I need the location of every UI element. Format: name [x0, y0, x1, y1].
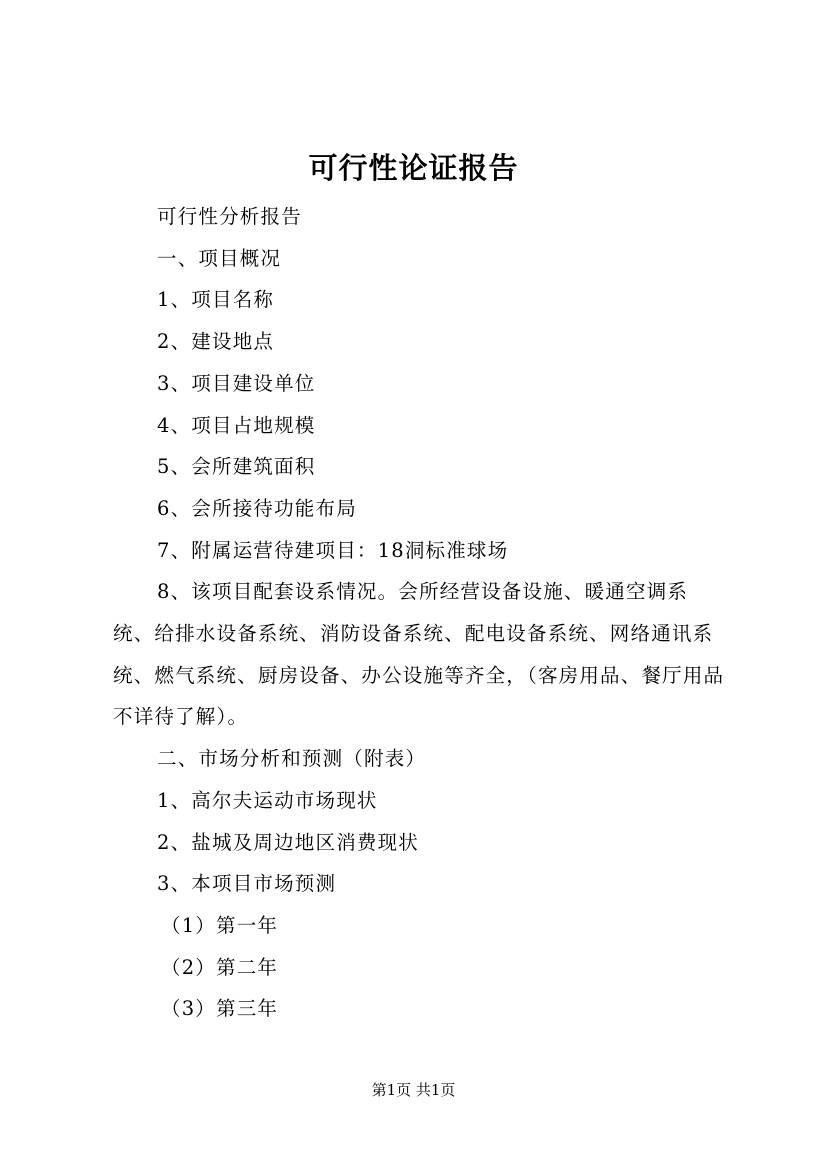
list-item-building-area: 5、会所建筑面积 [157, 455, 316, 479]
document-title: 可行性论证报告 [308, 151, 519, 185]
sub-item-year-3: （3）第三年 [161, 997, 279, 1021]
list-item-golf-market: 1、高尔夫运动市场现状 [157, 788, 378, 812]
list-item-land-scale: 4、项目占地规模 [157, 413, 316, 437]
section-heading-market: 二、市场分析和预测（附表） [157, 747, 427, 771]
list-item-layout: 6、会所接待功能布局 [157, 496, 357, 520]
list-item-pending-project: 7、附属运营待建项目：18洞标准球场 [157, 538, 509, 562]
sub-item-year-2: （2）第二年 [161, 955, 279, 979]
sub-item-year-1: （1）第一年 [161, 913, 279, 937]
list-item-builder: 3、项目建设单位 [157, 371, 316, 395]
page-footer: 第1页 共1页 [371, 1081, 456, 1099]
list-item-project-name: 1、项目名称 [157, 288, 275, 312]
list-item-forecast: 3、本项目市场预测 [157, 872, 337, 896]
list-item-facilities: 8、该项目配套设系情况。会所经营设备设施、暖通空调系统、给排水设备系统、消防设备系统、配电设备系统、网络通讯系统、燃气系统、厨房设备、办公设施等齐全，（客房用品、餐厅用品不详待了解）。 [113, 580, 725, 729]
paragraph-report-heading: 可行性分析报告 [157, 205, 302, 228]
list-item-location: 2、建设地点 [157, 330, 275, 354]
section-heading-overview: 一、项目概况 [157, 246, 282, 270]
document-body [113, 196, 725, 1030]
list-item-consumption: 2、盐城及周边地区消费现状 [157, 830, 420, 854]
